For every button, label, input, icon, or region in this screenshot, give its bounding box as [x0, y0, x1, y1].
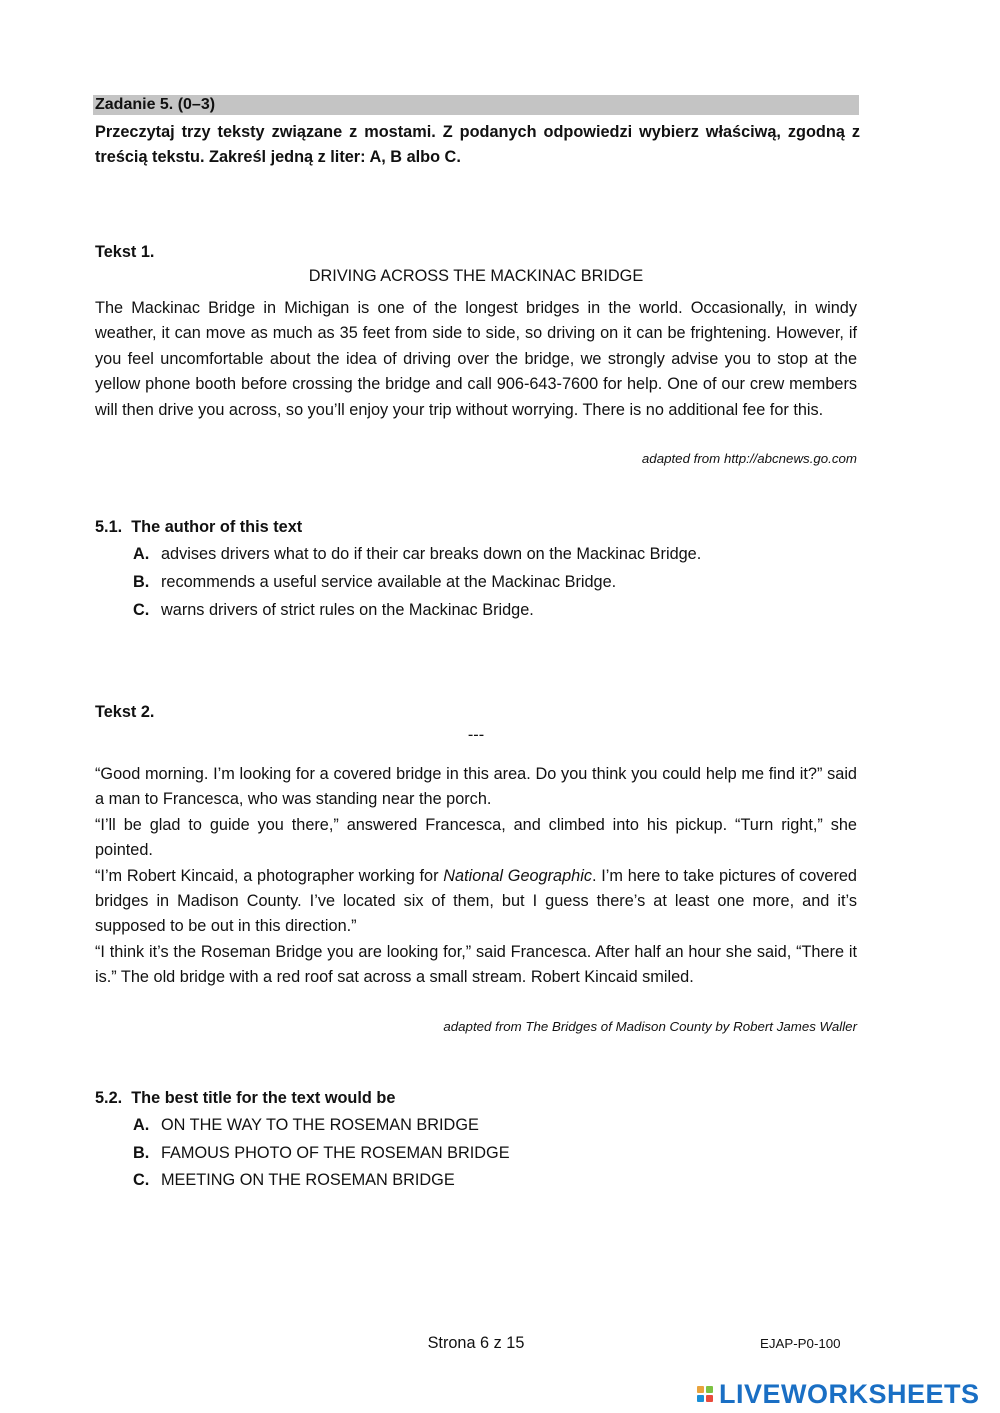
question-stem: The author of this text: [131, 518, 303, 536]
option-letter: C.: [133, 601, 150, 619]
text1-paragraph: The Mackinac Bridge in Michigan is one of the longest bridges in the world. Occasionally, in windy weather, it can move as much as 35 feet from side to side, so driving on it can be frightening. However, if you feel uncomfortable about the idea of driving over the bridge, we strongly advise you to stop at the yellow phone booth before crossing the bridge and call 906-643-7600 for help. One of our crew members will then drive you across, so you’ll enjoy your trip without worrying. There is no additional fee for this.: [95, 299, 857, 419]
text2-paragraph-4: “I think it’s the Roseman Bridge you are looking for,” said Francesca. After half an hour she said, “There it is.” The old bridge with a red roof sat across a small stream. Robert Kincaid smiled.: [95, 942, 857, 987]
q1-option-a[interactable]: [133, 545, 701, 564]
text1-body: [95, 296, 857, 423]
option-letter: A.: [133, 545, 150, 563]
text2-title: ---: [467, 726, 485, 744]
q1-option-c[interactable]: [133, 601, 534, 620]
option-text: advises drivers what to do if their car breaks down on the Mackinac Bridge.: [161, 545, 702, 563]
task-header: Zadanie 5. (0–3): [93, 95, 859, 115]
question-number: 5.1.: [95, 518, 123, 536]
text2-label: Tekst 2.: [95, 703, 155, 721]
question-stem: The best title for the text would be: [131, 1089, 396, 1107]
option-letter: C.: [133, 1171, 150, 1189]
liveworksheets-icon: [697, 1386, 713, 1402]
text2-paragraph-3: [95, 864, 857, 940]
text1-label: Tekst 1.: [95, 243, 155, 261]
liveworksheets-wordmark: LIVEWORKSHEETS: [719, 1378, 980, 1409]
text1-source: adapted from http://abcnews.go.com: [641, 451, 857, 466]
liveworksheets-logo: [697, 1378, 980, 1410]
logo-square: [697, 1386, 704, 1393]
magazine-title: National Geographic: [443, 866, 592, 885]
task-instruction: Przeczytaj trzy teksty związane z mostami. Z podanych odpowiedzi wybierz właściwą, zgodną z treścią tekstu. Zakreśl jedną z liter: A, B albo C.: [95, 123, 860, 166]
question-5-1: [95, 518, 302, 537]
q2-option-a[interactable]: [133, 1116, 479, 1135]
option-text: FAMOUS PHOTO OF THE ROSEMAN BRIDGE: [161, 1144, 510, 1162]
logo-square: [706, 1386, 713, 1393]
p3-end: . I’m here to take pictures of covered bridges in Madison County. I’ve located six of them, but I guess there’s at least one more, and it’s supposed to be out in this direction.”: [95, 866, 857, 936]
option-letter: B.: [133, 1144, 150, 1162]
q1-option-b[interactable]: [133, 573, 616, 592]
text2-paragraph-2: “I’ll be glad to guide you there,” answered Francesca, and climbed into his pickup. “Turn right,” she pointed.: [95, 815, 857, 860]
q2-option-c[interactable]: [133, 1171, 455, 1190]
option-letter: B.: [133, 573, 150, 591]
page-number: Strona 6 z 15: [427, 1334, 525, 1352]
q2-option-b[interactable]: [133, 1144, 510, 1163]
option-text: warns drivers of strict rules on the Mackinac Bridge.: [161, 601, 534, 619]
text2-paragraph-1: “Good morning. I’m looking for a covered bridge in this area. Do you think you could help me find it?” said a man to Francesca, who was standing near the porch.: [95, 765, 857, 809]
option-text: MEETING ON THE ROSEMAN BRIDGE: [161, 1171, 455, 1189]
option-letter: A.: [133, 1116, 150, 1134]
text2-body: [95, 762, 857, 991]
question-number: 5.2.: [95, 1089, 123, 1107]
question-5-2: [95, 1089, 395, 1108]
p3-start: “I’m Robert Kincaid, a photographer working for: [95, 866, 444, 885]
option-text: ON THE WAY TO THE ROSEMAN BRIDGE: [161, 1116, 479, 1134]
document-code: EJAP-P0-100: [760, 1336, 841, 1351]
text2-source: adapted from The Bridges of Madison County by Robert James Waller: [443, 1019, 857, 1034]
text1-title: DRIVING ACROSS THE MACKINAC BRIDGE: [308, 267, 644, 285]
option-text: recommends a useful service available at the Mackinac Bridge.: [161, 573, 617, 591]
logo-square: [706, 1395, 713, 1402]
logo-square: [697, 1395, 704, 1402]
